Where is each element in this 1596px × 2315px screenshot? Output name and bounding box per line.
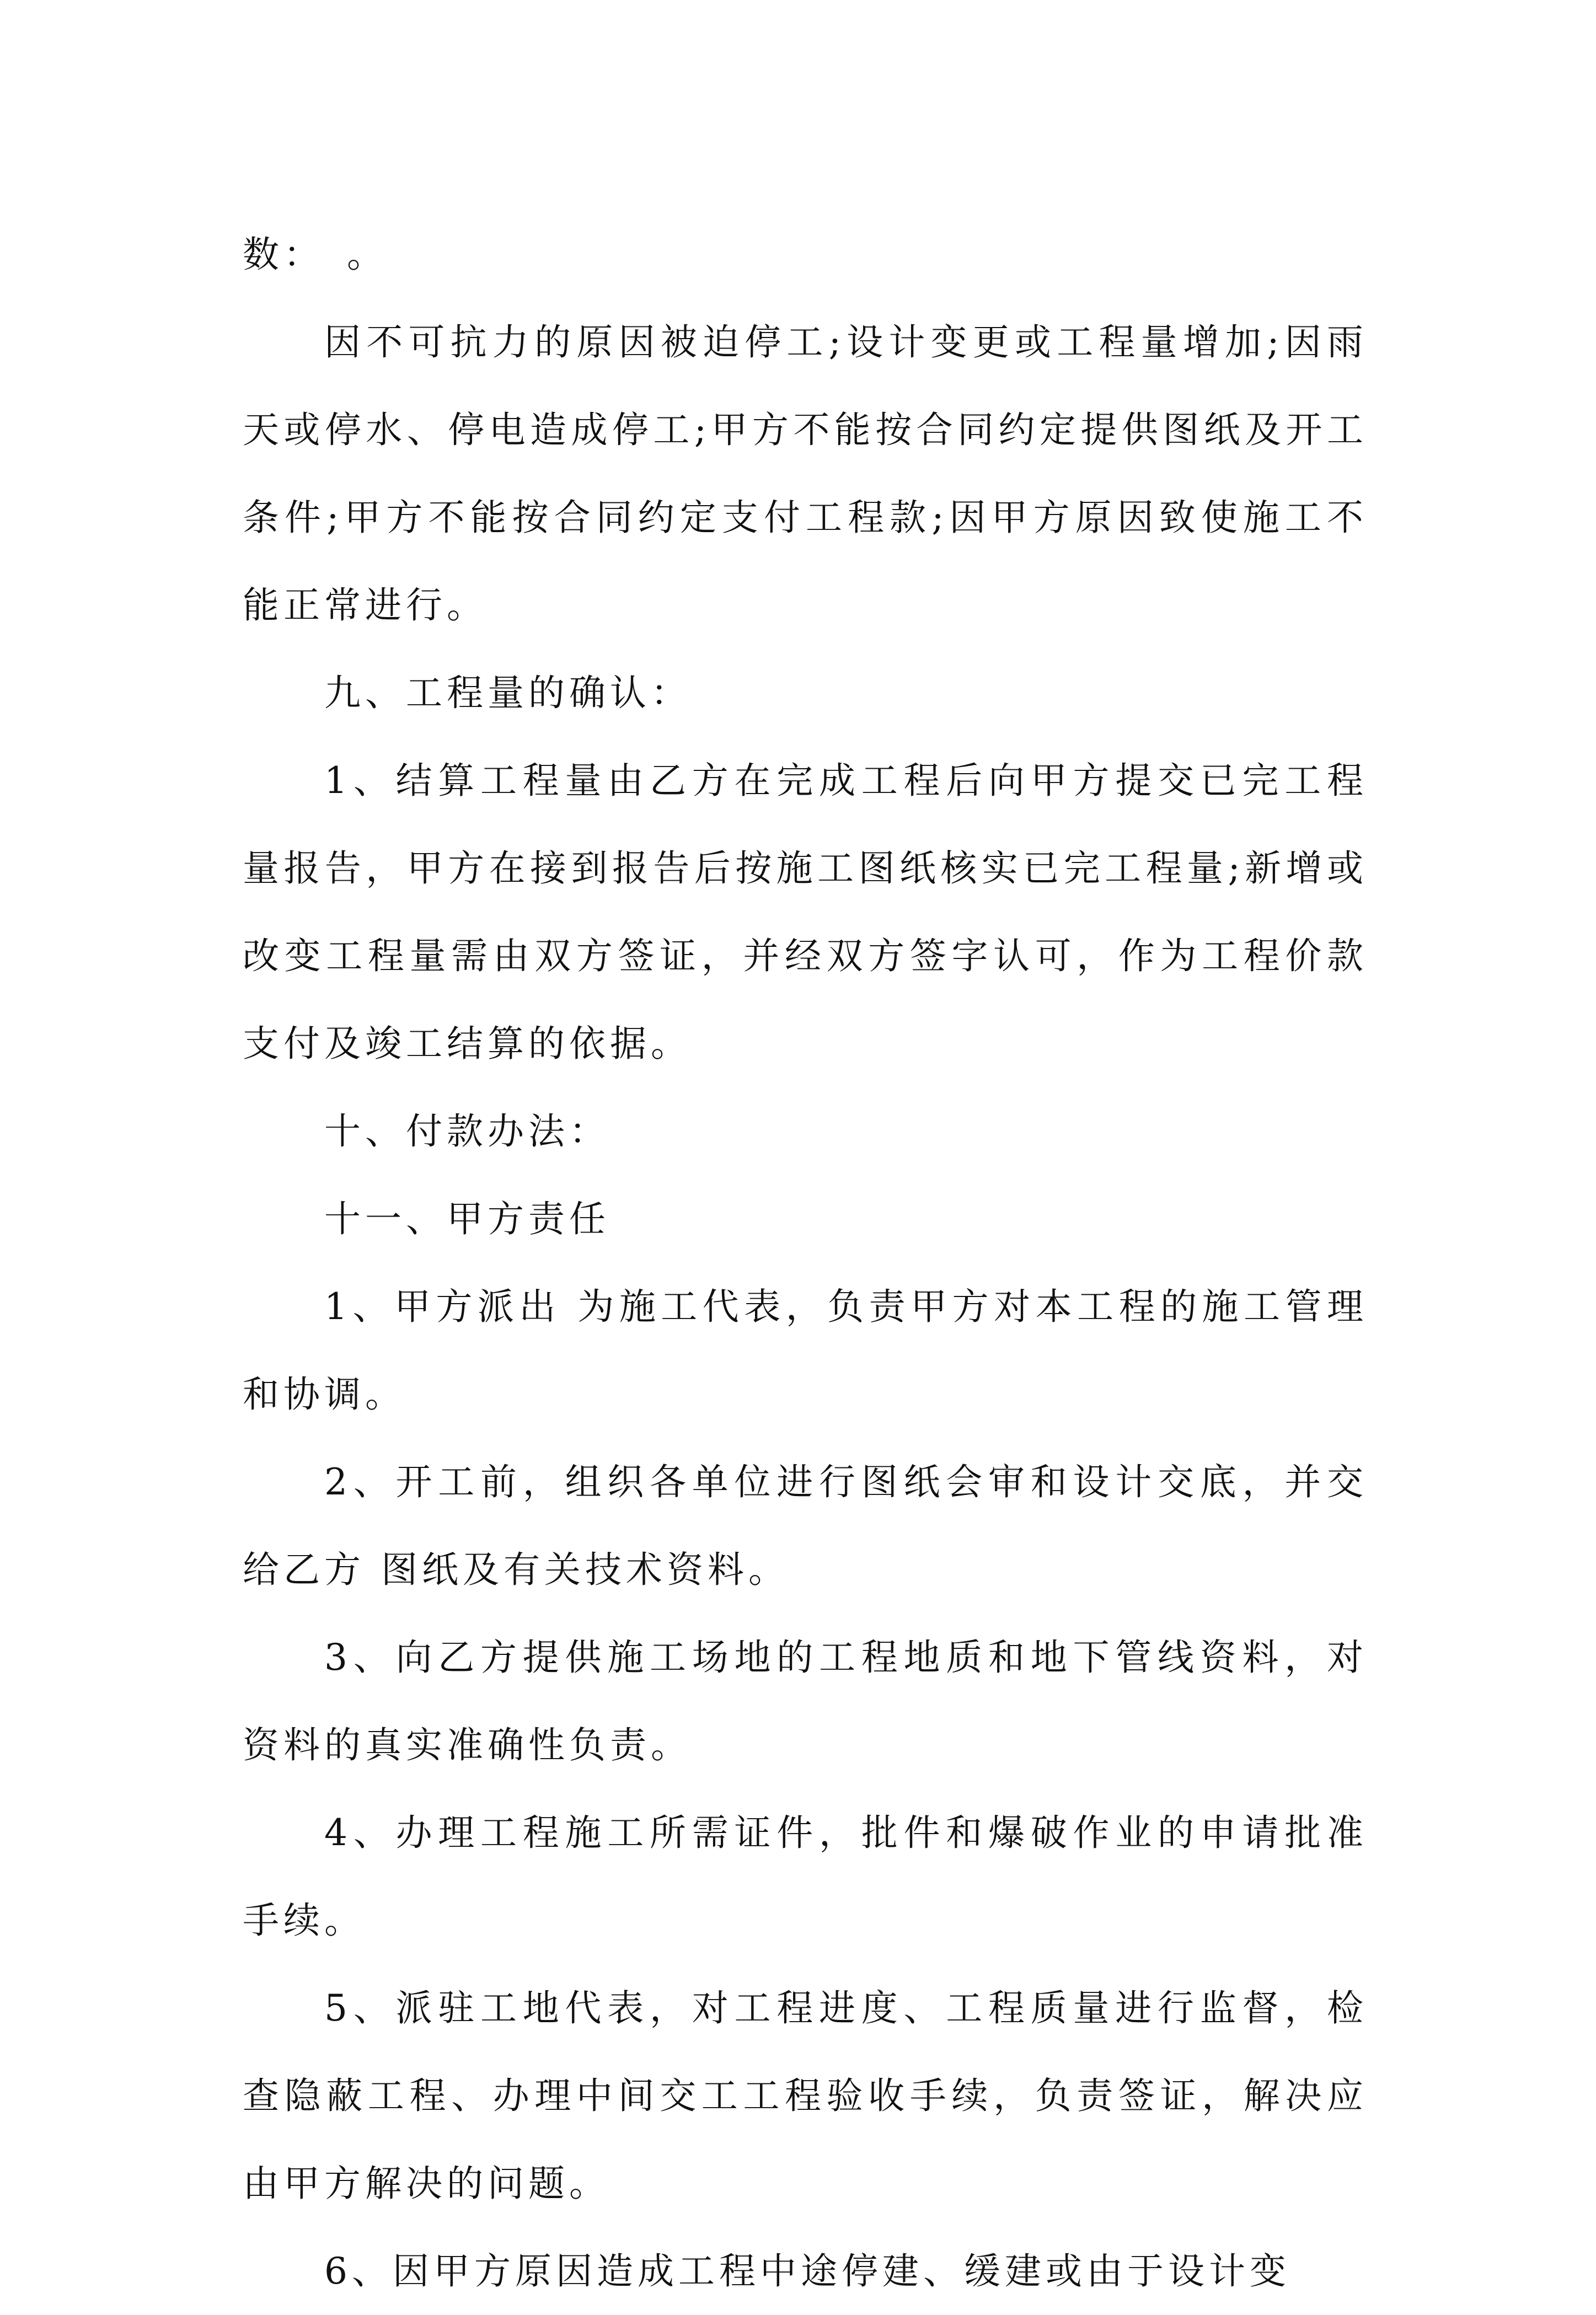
clause-4-permits: 4、办理工程施工所需证件，批件和爆破作业的申请批准手续。 bbox=[243, 1812, 1368, 1942]
section-heading-quantity-confirmation: 九、工程量的确认： bbox=[324, 672, 692, 714]
document-body bbox=[243, 211, 1368, 2315]
clause-5-supervision: 5、派驻工地代表，对工程进度、工程质量进行监督，检查隐蔽工程、办理中间交工工程验收手续，负责签证，解决应由甲方解决的问题。 bbox=[243, 1987, 1368, 2205]
clause-6-suspension: 6、因甲方原因造成工程中途停建、缓建或由于设计变 bbox=[324, 2250, 1290, 2292]
paragraph-continuation: 数： 。 bbox=[243, 233, 388, 276]
clause-1-site-representative: 1、甲方派出 为施工代表，负责甲方对本工程的施工管理和协调。 bbox=[243, 1285, 1368, 1416]
paragraph-settlement-quantity: 1、结算工程量由乙方在完成工程后向甲方提交已完工程量报告，甲方在接到报告后按施工图纸核实已完工程量;新增或改变工程量需由双方签证，并经双方签字认可，作为工程价款支付及竣工结算的依据。 bbox=[243, 759, 1368, 1065]
clause-2-drawing-review: 2、开工前，组织各单位进行图纸会审和设计交底，并交给乙方 图纸及有关技术资料。 bbox=[243, 1461, 1368, 1591]
clause-3-geological-data: 3、向乙方提供施工场地的工程地质和地下管线资料，对资料的真实准确性负责。 bbox=[243, 1636, 1368, 1766]
paragraph-delay-causes: 因不可抗力的原因被迫停工;设计变更或工程量增加;因雨天或停水、停电造成停工;甲方不能按合同约定提供图纸及开工条件;甲方不能按合同约定支付工程款;因甲方原因致使施工不能正常进行。 bbox=[243, 321, 1368, 626]
section-heading-payment-method: 十、付款办法： bbox=[324, 1110, 610, 1153]
section-heading-party-a-duties: 十一、甲方责任 bbox=[324, 1198, 610, 1240]
